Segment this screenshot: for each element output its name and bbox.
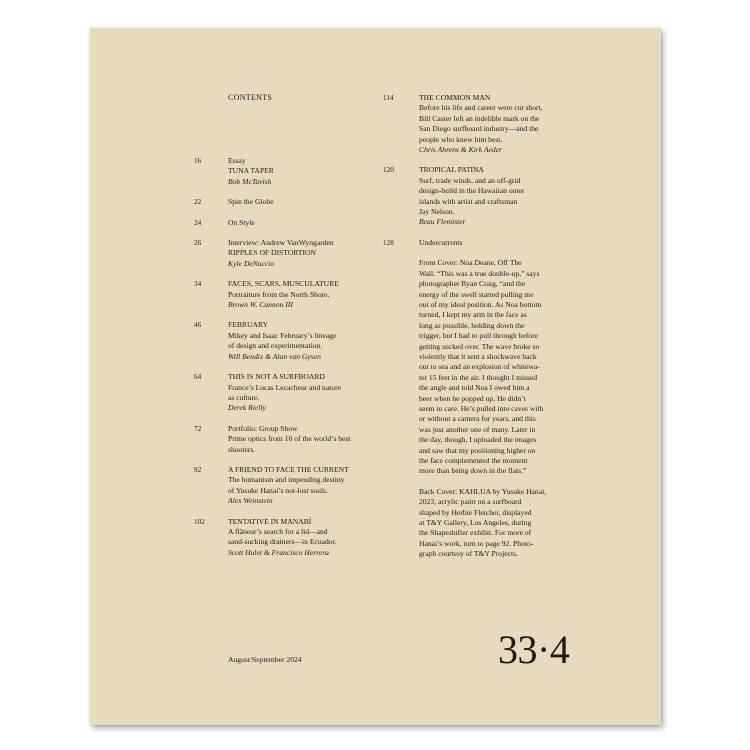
toc-text: [228, 372, 364, 414]
back-cover-caption-line: graph courtesy of T&Y Projects.: [419, 549, 518, 559]
back-cover-caption-line: shaped by Herbie Fletcher, displayed: [419, 507, 532, 517]
toc-entry: [194, 517, 364, 559]
toc-text: [228, 517, 364, 559]
back-cover-caption-line: at T&Y Gallery, Los Angeles, during: [419, 518, 532, 528]
front-cover-caption-line: the angle and told Noa I owed him a: [419, 383, 530, 393]
front-cover-caption-line: long as possible, holding down the: [419, 320, 525, 330]
toc-line: people who knew him best.: [419, 134, 503, 144]
toc-author: Scott Hulet & Francisco Herrera: [228, 547, 329, 557]
toc-line: Portfolio: Group Show: [228, 423, 298, 433]
front-cover-caption-line: Front Cover: Noa Deane, Off The: [419, 258, 522, 268]
toc-line: THE COMMON MAN: [419, 93, 491, 102]
toc-entry: [194, 279, 364, 310]
toc-text: [228, 238, 364, 269]
toc-page-number: 16: [194, 157, 202, 165]
toc-text: [228, 156, 364, 187]
toc-line: FACES, SCARS, MUSCULATURE: [228, 279, 339, 289]
front-cover-caption-line: out of my ideal position. As Noa bottom: [419, 299, 542, 309]
toc-line: TUNA TAPER: [228, 166, 274, 176]
contents-right-column: [383, 93, 558, 560]
contents-title: CONTENTS: [228, 93, 273, 102]
toc-line: THIS IS NOT A SURFBOARD: [228, 372, 325, 382]
toc-line: Before his life and career were cut short,: [419, 103, 543, 113]
front-cover-caption-line: Wall. “This was a true double-up,” says: [419, 268, 540, 278]
back-cover-caption: [419, 487, 558, 560]
front-cover-caption-line: trigger, but I had to pull through before: [419, 331, 539, 341]
front-cover-caption-line: the day, though, I uploaded the images: [419, 435, 537, 445]
toc-page-number: 22: [194, 198, 202, 207]
issue-date: August/September 2024: [228, 655, 302, 664]
toc-line: Interview: Andrew VanWyngarden: [228, 238, 334, 248]
toc-line: Portraiture from the North Shore.: [228, 289, 330, 299]
magazine-page: [90, 28, 661, 725]
toc-entry: [194, 372, 364, 414]
front-cover-caption-line: was just another one of many. Later in: [419, 424, 536, 434]
toc-entry: [383, 238, 558, 248]
toc-line: sand-sucking drainers—in Ecuador.: [228, 537, 337, 547]
toc-entry: [194, 424, 364, 455]
toc-page-number: 72: [194, 424, 202, 433]
toc-entry: [383, 165, 558, 227]
toc-line: shooters.: [228, 444, 256, 454]
toc-text: [228, 197, 364, 207]
toc-line: TROPICAL PATINA: [419, 165, 485, 175]
toc-page-number: 34: [194, 280, 202, 289]
toc-page-number: 26: [194, 239, 202, 248]
toc-line: A FRIEND TO FACE THE CURRENT: [228, 464, 349, 474]
toc-author: Alex Weinstein: [228, 496, 273, 506]
issue-number: 33·4: [498, 627, 570, 672]
toc-entry: [194, 320, 364, 362]
toc-line: Jay Nelson.: [419, 207, 455, 217]
toc-entry: [194, 197, 364, 207]
toc-line: RIPPLES OF DISTORTION: [228, 248, 317, 258]
back-cover-caption-line: the Shapeshifter exhibit. For more of: [419, 528, 532, 538]
toc-entry: [194, 465, 364, 507]
toc-text: [419, 238, 558, 248]
front-cover-caption-line: energy of the swell started pulling me: [419, 289, 534, 299]
toc-author: Derek Rielly: [228, 403, 266, 413]
toc-text: [419, 93, 558, 155]
front-cover-caption-line: out to sea and an explosion of whitewa-: [419, 362, 540, 372]
back-cover-caption-line: Back Cover: KAHLUA by Yusuke Hanai,: [419, 486, 547, 496]
toc-page-number: 128: [383, 238, 394, 247]
toc-line: San Diego surfboard industry—and the: [419, 124, 539, 134]
toc-line: TENTATIVE IN MANABÍ: [228, 516, 312, 526]
toc-page-number: 120: [383, 166, 394, 175]
toc-entry: [194, 238, 364, 269]
back-cover-caption-line: 2023, acrylic paint on a surfboard: [419, 497, 522, 507]
toc-text: [228, 320, 364, 362]
toc-author: Will Bendix & Alan van Gysen: [228, 351, 321, 361]
front-cover-caption-line: getting sucked over. The wave broke so: [419, 341, 540, 351]
toc-line: Prime optics from 10 of the world’s best: [228, 434, 351, 444]
toc-text: [228, 465, 364, 507]
toc-text: [228, 279, 364, 310]
toc-entry: [194, 218, 364, 228]
toc-line: On Style: [228, 217, 255, 227]
toc-line: of design and experimentation.: [228, 341, 323, 351]
toc-author: Brown W. Cannon III: [228, 300, 293, 310]
toc-entry: [383, 93, 558, 155]
toc-text: [228, 424, 364, 455]
toc-line: islands with artist and craftsman: [419, 196, 518, 206]
front-cover-caption-line: beer when he popped up. He didn’t: [419, 393, 526, 403]
front-cover-caption: [419, 258, 558, 477]
toc-page-number: 64: [194, 373, 202, 382]
toc-line: Mikey and Isaac February’s lineage: [228, 330, 337, 340]
front-cover-caption-line: or without a camera for years, and this: [419, 414, 536, 424]
front-cover-caption-line: violently that it sent a shockwave back: [419, 351, 537, 361]
back-cover-caption-line: Hanai’s work, turn to page 92. Photo-: [419, 538, 534, 548]
front-cover-caption-line: the face complemented the moment: [419, 456, 528, 465]
toc-entry: [194, 156, 364, 187]
toc-line: France’s Lucas Lecacheur and nature: [228, 382, 342, 392]
toc-author: Kyle DeNuccio: [228, 258, 275, 268]
toc-line: The humanism and impending destiny: [228, 475, 345, 485]
toc-line: design-build in the Hawaiian outer: [419, 186, 525, 196]
front-cover-caption-line: photographer Ryan Craig, “and the: [419, 279, 526, 289]
toc-author: Bob McTavish: [228, 176, 272, 186]
contents-left-column: [194, 156, 364, 558]
toc-line: Bill Caster left an indelible mark on the: [419, 113, 540, 123]
toc-line: Undercurrents: [419, 237, 463, 247]
toc-page-number: 114: [383, 94, 394, 102]
toc-line: Essay: [228, 156, 246, 165]
toc-page-number: 46: [194, 321, 202, 330]
front-cover-caption-line: seem to care. He’s pulled into caves with: [419, 403, 544, 413]
front-cover-caption-line: more than being down in the flats.”: [419, 466, 527, 476]
toc-page-number: 102: [194, 517, 205, 526]
front-cover-caption-line: ter 15 feet in the air. I thought I missed: [419, 372, 538, 382]
toc-page-number: 92: [194, 465, 202, 474]
front-cover-caption-line: turned, I kept my arm in the face as: [419, 310, 527, 320]
toc-text: [228, 218, 364, 228]
toc-line: as culture.: [228, 392, 260, 402]
toc-line: FEBRUARY: [228, 320, 269, 330]
toc-text: [419, 165, 558, 227]
toc-author: Chris Ahrens & Kirk Aeder: [419, 145, 502, 155]
toc-line: of Yusuke Hanai’s not-lost souls.: [228, 485, 328, 495]
toc-line: Spin the Globe: [228, 197, 274, 207]
toc-page-number: 24: [194, 218, 202, 227]
toc-line: A flâneur’s search for a lid—and: [228, 526, 328, 536]
front-cover-caption-line: and saw that my positioning higher on: [419, 445, 536, 455]
toc-author: Beau Flemister: [419, 217, 466, 227]
toc-line: Surf, trade winds, and an off-grid: [419, 175, 521, 185]
